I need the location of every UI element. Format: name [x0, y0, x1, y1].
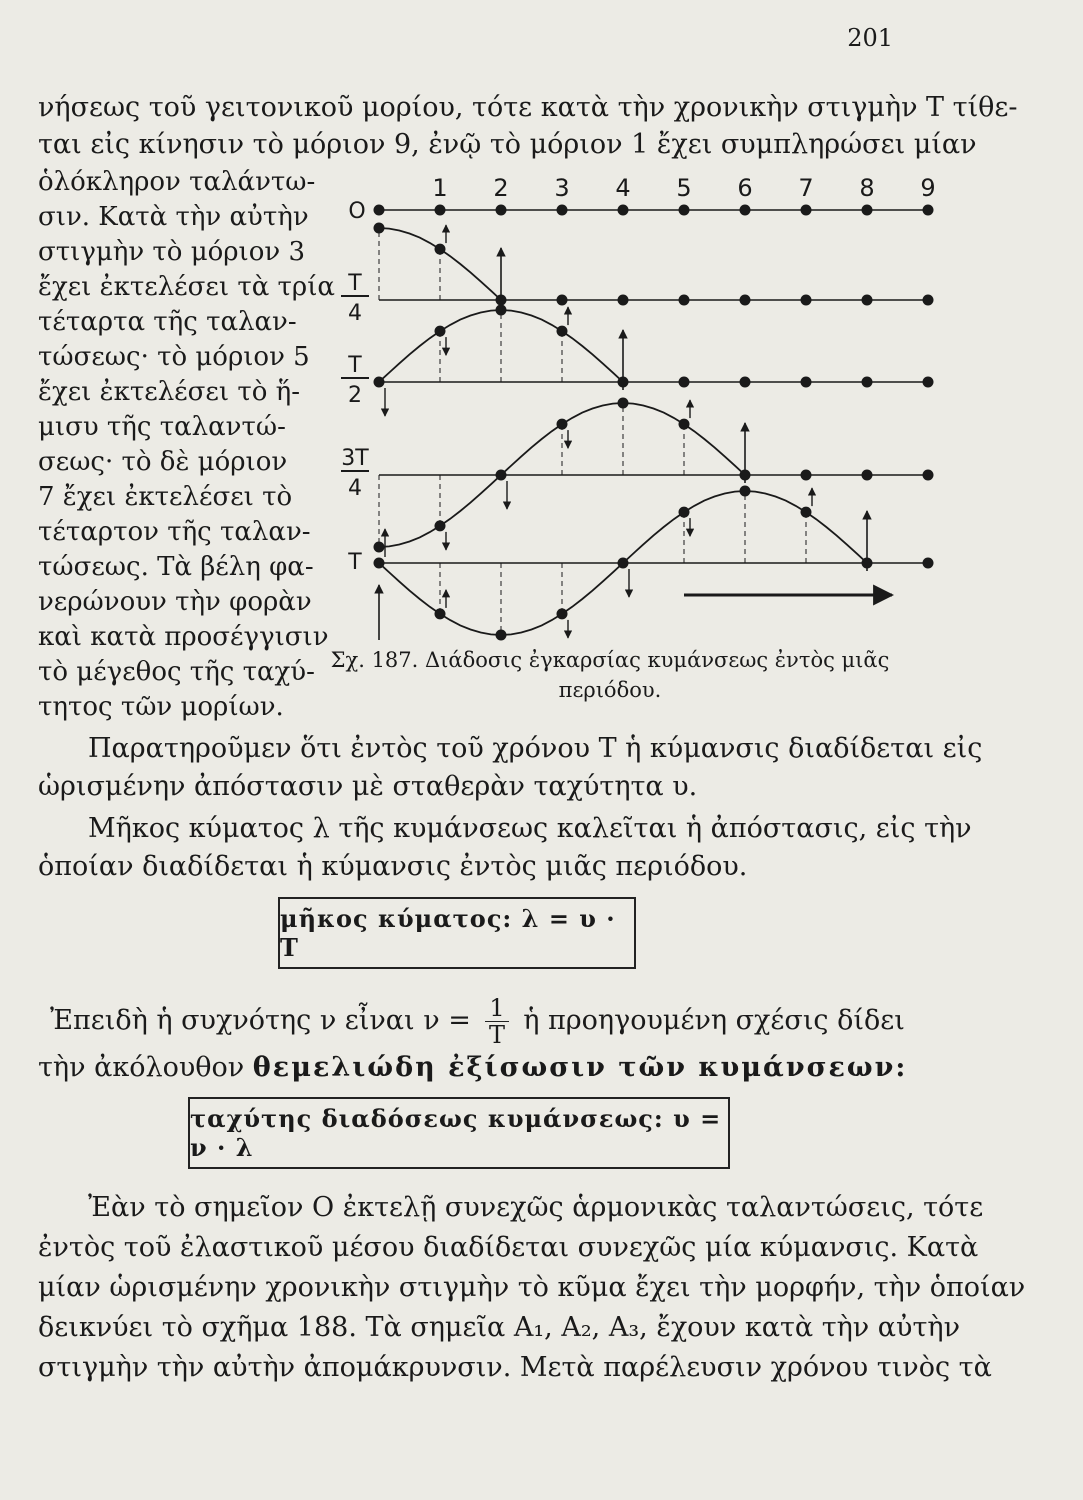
particle-dot — [496, 470, 507, 481]
side-line: καὶ κατὰ προσέγγισιν — [38, 622, 329, 652]
particle-dot — [740, 295, 751, 306]
particle-dot — [862, 558, 873, 569]
side-line: στιγμὴν τὸ μόριον 3 — [38, 237, 306, 267]
wave-figure — [315, 170, 936, 650]
particle-number-label: 3 — [554, 174, 570, 202]
para3-line-1 — [50, 995, 905, 1048]
origin-label: O — [348, 199, 366, 224]
side-line: ἔχει ἐκτελέσει τὰ τρία — [38, 272, 335, 302]
side-line: τώσεως. Τὰ βέλη φα- — [38, 552, 314, 582]
particle-dot — [435, 205, 446, 216]
particle-dot — [374, 542, 385, 553]
wave-diagram — [315, 170, 936, 650]
side-line: μισυ τῆς ταλαντώ- — [38, 412, 286, 442]
particle-dot — [679, 419, 690, 430]
side-line: ἔχει ἐκτελέσει τὸ ἥ- — [38, 377, 300, 407]
particle-dot — [679, 377, 690, 388]
particle-dot — [862, 295, 873, 306]
particle-dot — [496, 305, 507, 316]
particle-dot — [374, 558, 385, 569]
propagation-formula: ταχύτης διαδόσεως κυμάνσεως: υ = ν · λ — [190, 1104, 722, 1162]
particle-dot — [923, 377, 934, 388]
particle-dot — [557, 608, 568, 619]
particle-dot — [435, 520, 446, 531]
side-line: σεως· τὸ δὲ μόριον — [38, 447, 288, 477]
particle-number-label: 4 — [615, 174, 631, 202]
particle-dot — [618, 295, 629, 306]
para1-line-1: Παρατηροῦμεν ὅτι ἐντὸς τοῦ χρόνου T ἡ κύμανσις διαδίδεται εἰς — [88, 733, 983, 764]
particle-number-label: 5 — [676, 174, 692, 202]
caption-line: Σχ. 187. Διάδοσις ἐγκαρσίας κυμάνσεως ἐντὸς μιᾶς — [330, 648, 890, 672]
fundamental-equation-heading: θεμελιώδη ἐξίσωσιν τῶν κυμάνσεων: — [252, 1052, 908, 1083]
fraction-numerator: 1 — [485, 995, 508, 1022]
particle-dot — [374, 223, 385, 234]
particle-number-label: 1 — [432, 174, 448, 202]
side-line: νερώνουν τὴν φορὰν — [38, 587, 312, 617]
particle-dot — [740, 377, 751, 388]
particle-dot — [801, 205, 812, 216]
para4-line-4: δεικνύει τὸ σχῆμα 188. Τὰ σημεῖα A₁, A₂, A₃, ἔχουν κατὰ τὴν αὐτὴν — [38, 1312, 960, 1343]
para4-line-2: ἐντὸς τοῦ ἐλαστικοῦ μέσου διαδίδεται συνεχῶς μία κύμανσις. Κατὰ — [38, 1232, 979, 1263]
particle-dot — [801, 470, 812, 481]
para3-line-2 — [38, 1052, 907, 1083]
para3-after: ἡ προηγουμένη σχέσις δίδει — [523, 1005, 905, 1036]
para3-before: Ἐπειδὴ ἡ συχνότης ν εἶναι ν = — [50, 1005, 471, 1036]
fraction — [485, 995, 508, 1048]
particle-dot — [862, 377, 873, 388]
para3-line2-plain: τὴν ἀκόλουθον — [38, 1052, 245, 1083]
para4-line-5: στιγμὴν τὴν αὐτὴν ἀπομάκρυνσιν. Μετὰ παρέλευσιν χρόνου τινὸς τὰ — [38, 1352, 992, 1383]
side-line: τέταρτα τῆς ταλαν- — [38, 307, 297, 337]
particle-dot — [923, 295, 934, 306]
wavelength-formula: μῆκος κύματος: λ = υ · T — [280, 904, 616, 962]
time-label-numerator: T — [348, 353, 362, 378]
intro-line-2: ται εἰς κίνησιν τὸ μόριον 9, ἐνῷ τὸ μόριον 1 ἔχει συμπληρώσει μίαν — [38, 129, 977, 160]
particle-dot — [740, 486, 751, 497]
particle-dot — [557, 295, 568, 306]
particle-dot — [618, 558, 629, 569]
time-label-denominator: 4 — [348, 301, 362, 326]
intro-line-1: νήσεως τοῦ γειτονικοῦ μορίου, τότε κατὰ τὴν χρονικὴν στιγμὴν T τίθε- — [38, 92, 1018, 123]
side-line: τώσεως· τὸ μόριον 5 — [38, 342, 310, 372]
particle-dot — [496, 630, 507, 641]
particle-number-label: 2 — [493, 174, 509, 202]
side-line: 7 ἔχει ἐκτελέσει τὸ — [38, 482, 293, 512]
wavelength-formula-box — [278, 897, 636, 969]
particle-dot — [557, 419, 568, 430]
particle-dot — [435, 244, 446, 255]
particle-number-label: 7 — [798, 174, 814, 202]
side-line: τέταρτον τῆς ταλαν- — [38, 517, 311, 547]
particle-dot — [679, 295, 690, 306]
particle-dot — [801, 295, 812, 306]
fraction-denominator: T — [489, 1021, 506, 1049]
para1-line-2: ὡρισμένην ἀπόστασιν μὲ σταθερὰν ταχύτητα υ. — [38, 771, 698, 802]
para4-line-1: Ἐὰν τὸ σημεῖον O ἐκτελῇ συνεχῶς ἁρμονικὰς ταλαντώσεις, τότε — [88, 1192, 984, 1223]
particle-dot — [740, 205, 751, 216]
side-line: ὁλόκληρον ταλάντω- — [38, 167, 316, 197]
particle-number-label: 8 — [859, 174, 875, 202]
para2-line-2: ὁποίαν διαδίδεται ἡ κύμανσις ἐντὸς μιᾶς περιόδου. — [38, 851, 748, 882]
time-label-denominator: 2 — [348, 383, 362, 408]
particle-dot — [618, 377, 629, 388]
propagation-formula-box — [188, 1097, 730, 1169]
particle-dot — [679, 507, 690, 518]
particle-dot — [801, 377, 812, 388]
particle-dot — [557, 205, 568, 216]
particle-dot — [618, 398, 629, 409]
particle-dot — [740, 470, 751, 481]
para2-line-1: Μῆκος κύματος λ τῆς κυμάνσεως καλεῖται ἡ ἀπόστασις, εἰς τὴν — [88, 813, 972, 844]
particle-dot — [923, 205, 934, 216]
particle-dot — [679, 205, 690, 216]
side-line: τητος τῶν μορίων. — [38, 692, 284, 722]
particle-dot — [435, 608, 446, 619]
particle-number-label: 6 — [737, 174, 753, 202]
particle-number-label: 9 — [920, 174, 936, 202]
particle-dot — [496, 205, 507, 216]
particle-dot — [618, 205, 629, 216]
para4-line-3: μίαν ὡρισμένην χρονικὴν στιγμὴν τὸ κῦμα ἔχει τὴν μορφήν, τὴν ὁποίαν — [38, 1272, 1026, 1303]
side-line: σιν. Κατὰ τὴν αὐτὴν — [38, 202, 309, 232]
particle-dot — [923, 470, 934, 481]
figure-caption — [320, 645, 900, 705]
particle-dot — [374, 377, 385, 388]
time-label-denominator: 4 — [348, 476, 362, 501]
time-label-numerator: 3T — [341, 446, 369, 471]
particle-dot — [801, 507, 812, 518]
particle-dot — [374, 205, 385, 216]
side-line: τὸ μέγεθος τῆς ταχύ- — [38, 657, 315, 687]
particle-dot — [862, 470, 873, 481]
time-label-numerator: T — [348, 271, 362, 296]
particle-dot — [923, 558, 934, 569]
page-number: 201 — [847, 24, 893, 52]
particle-dot — [557, 326, 568, 337]
time-label: T — [348, 550, 362, 575]
particle-dot — [862, 205, 873, 216]
caption-line: περιόδου. — [558, 678, 662, 702]
particle-dot — [496, 295, 507, 306]
particle-dot — [435, 326, 446, 337]
